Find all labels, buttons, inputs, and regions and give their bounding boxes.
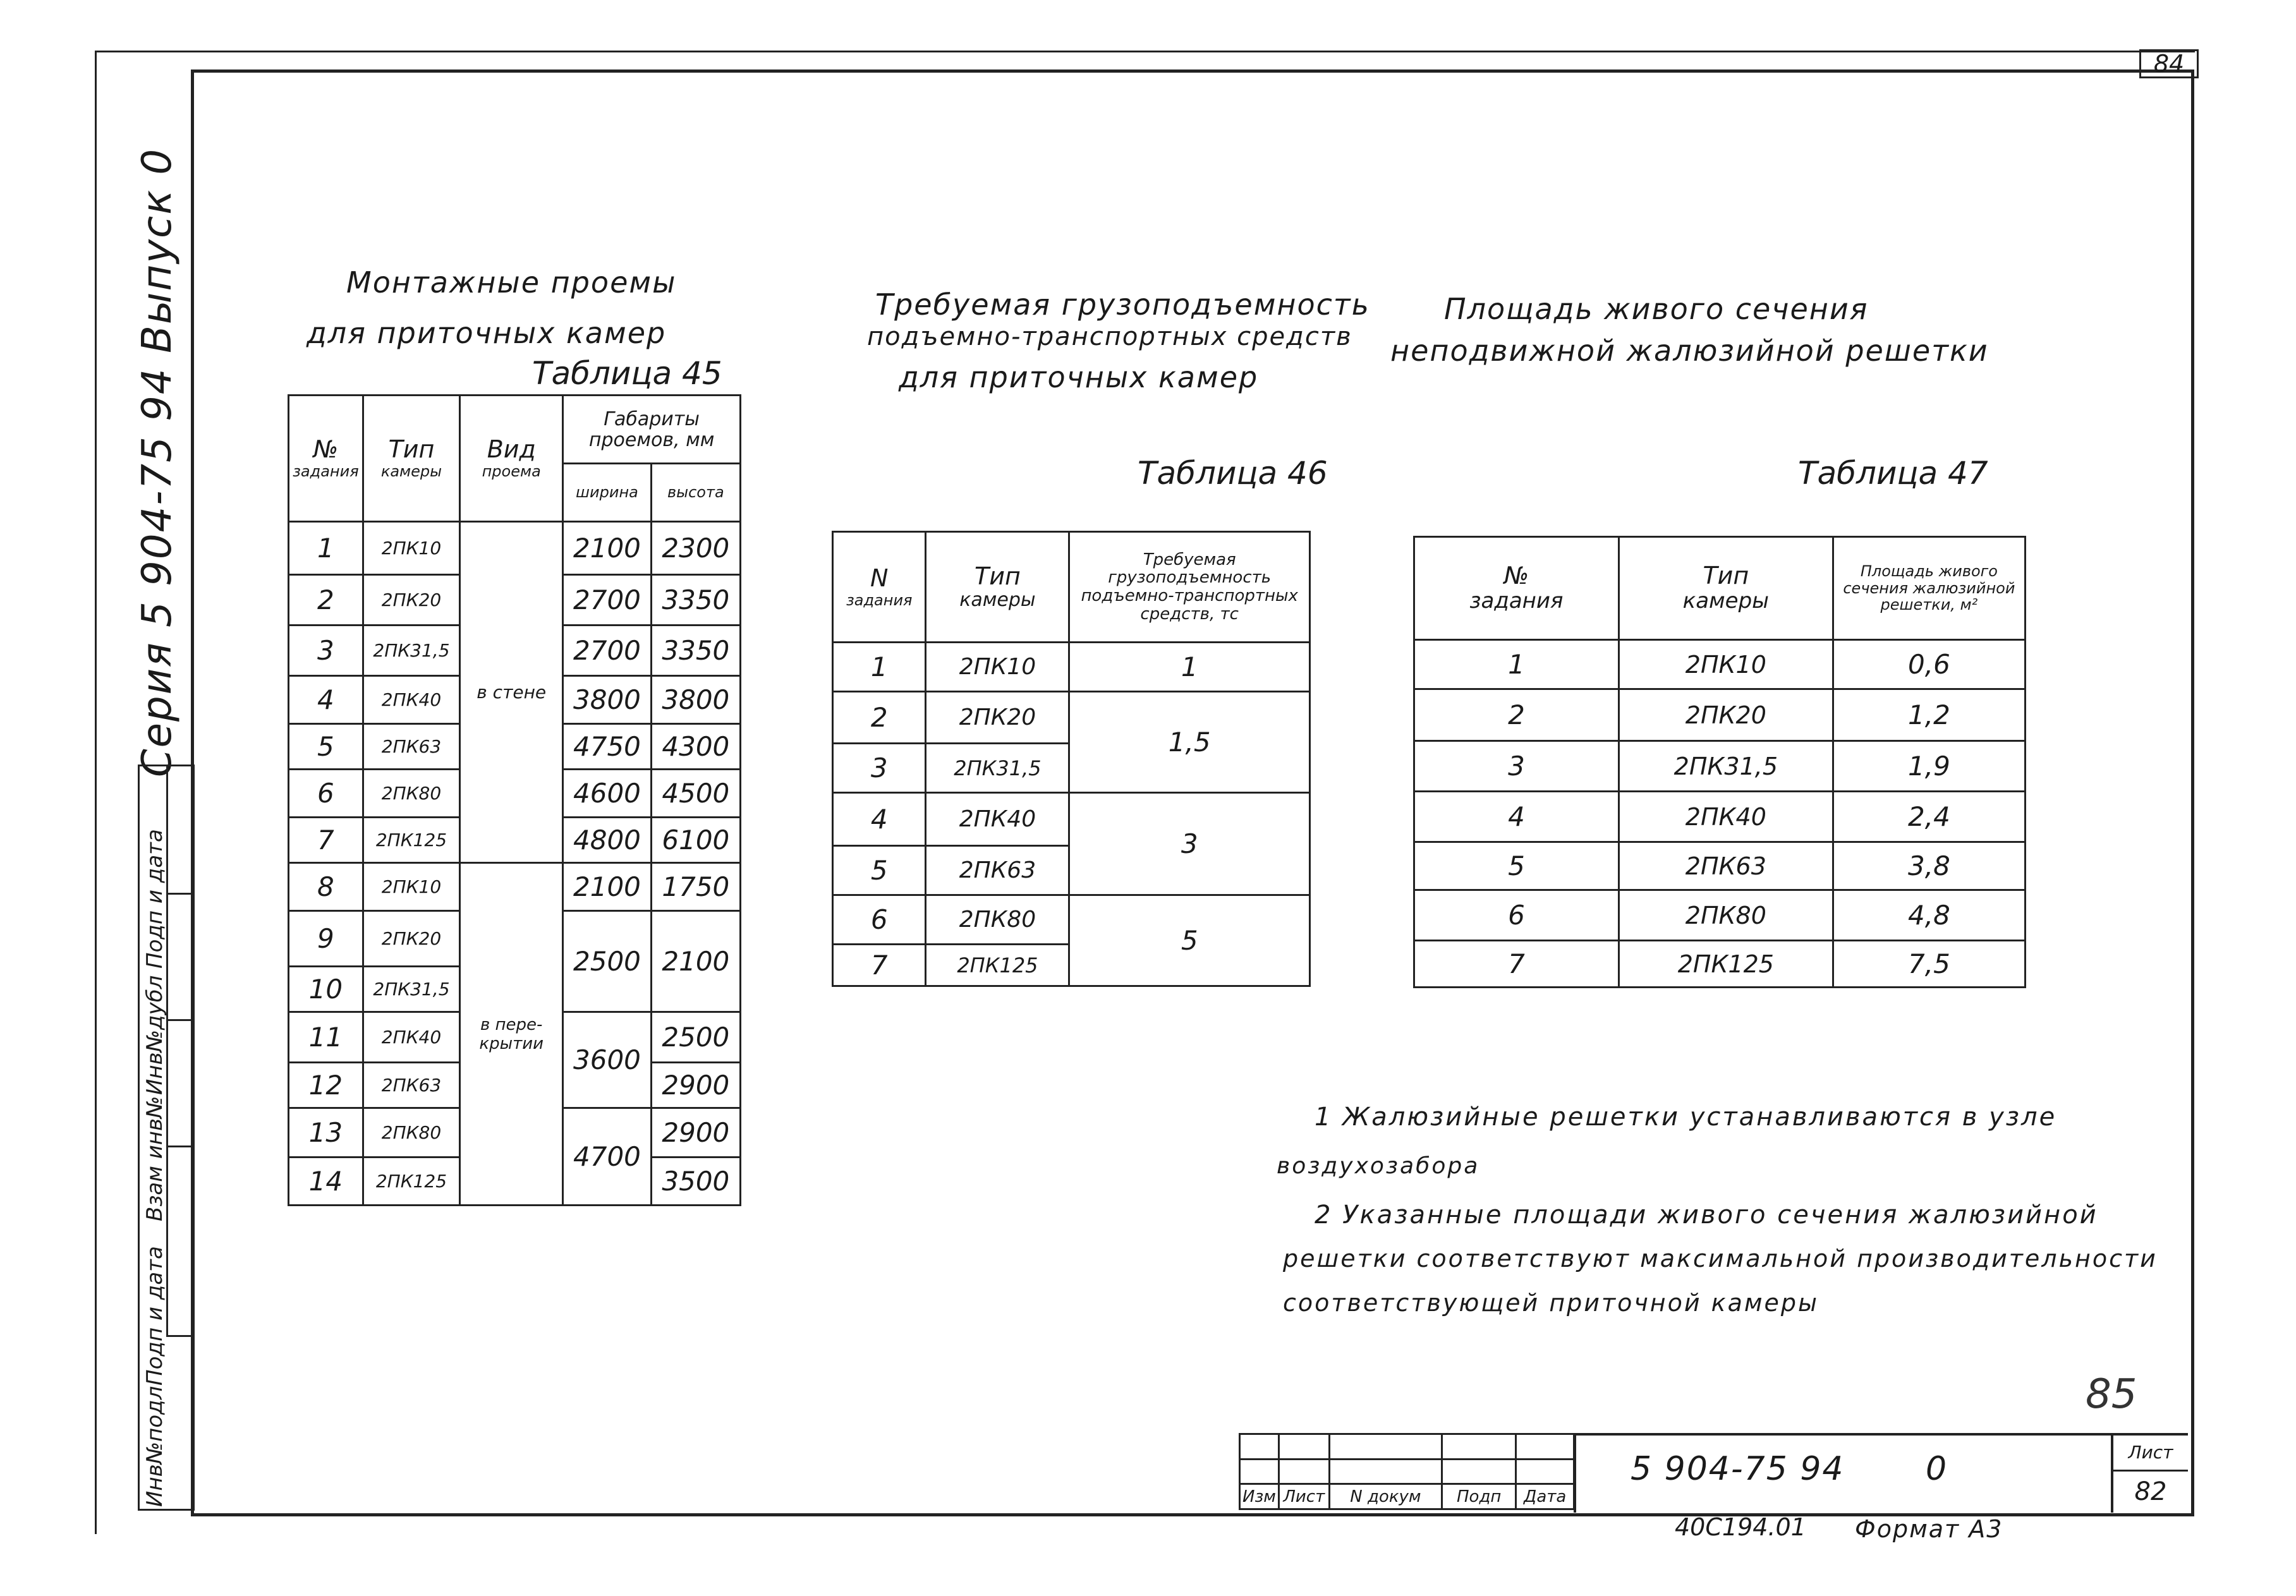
t47-no: 1 bbox=[1414, 640, 1619, 689]
table45 bbox=[288, 394, 741, 1206]
strip-cell bbox=[166, 1019, 195, 1147]
stamp-strip bbox=[138, 765, 195, 1511]
t45-height: 2900 bbox=[651, 1063, 740, 1108]
document-code-value: 5 904-75 94 bbox=[1631, 1450, 1845, 1488]
rev-col-izm: Изм bbox=[1240, 1484, 1279, 1509]
t46-capacity-merged: 3 bbox=[1069, 793, 1310, 895]
t45-hdr-width: ширина bbox=[563, 464, 651, 522]
t47-type: 2ПК80 bbox=[1619, 890, 1833, 941]
t46-capacity-merged: 5 bbox=[1069, 895, 1310, 986]
t45-type: 2ПК40 bbox=[363, 676, 459, 724]
t45-no: 2 bbox=[289, 575, 363, 626]
t45-type: 2ПК80 bbox=[363, 1108, 459, 1158]
t45-width: 2700 bbox=[563, 575, 651, 626]
stamp-label-podp-data-2: Подп и дата bbox=[142, 829, 167, 969]
t45-type: 2ПК20 bbox=[363, 911, 459, 967]
t47-area: 1,9 bbox=[1833, 741, 2025, 792]
t46-hdr-capacity: Требуемая грузоподъемность подъемно-транспортных средств, тс bbox=[1069, 532, 1310, 643]
table46-title-line2: подъемно-транспортных средств bbox=[867, 322, 1352, 351]
t47-no: 2 bbox=[1414, 689, 1619, 741]
t46-no: 3 bbox=[833, 744, 926, 793]
table45-label: Таблица 45 bbox=[532, 355, 722, 392]
t45-type: 2ПК10 bbox=[363, 522, 459, 575]
t45-kind-wall: в стене bbox=[460, 522, 563, 863]
t45-hdr-height: высота bbox=[651, 464, 740, 522]
t45-no: 12 bbox=[289, 1063, 363, 1108]
t45-hdr-kind: Вид проема bbox=[460, 396, 563, 522]
t45-type: 2ПК63 bbox=[363, 724, 459, 770]
t46-no: 6 bbox=[833, 895, 926, 945]
stamp-label-inv-podl: Инв№подл bbox=[142, 1386, 167, 1507]
t47-no: 7 bbox=[1414, 941, 1619, 988]
t45-no: 6 bbox=[289, 770, 363, 818]
t46-type: 2ПК125 bbox=[926, 945, 1069, 986]
t45-width-merged: 3600 bbox=[563, 1012, 651, 1108]
table46-title-line3: для приточных камер bbox=[899, 360, 1259, 394]
strip-cell bbox=[166, 1146, 195, 1337]
t45-no: 5 bbox=[289, 724, 363, 770]
stamp-label-inv-dubl: Инв№дубл bbox=[142, 975, 167, 1095]
t47-type: 2ПК20 bbox=[1619, 689, 1833, 741]
t46-no: 2 bbox=[833, 692, 926, 744]
t45-type: 2ПК80 bbox=[363, 770, 459, 818]
t45-width: 2700 bbox=[563, 626, 651, 676]
rev-col-list: Лист bbox=[1279, 1484, 1329, 1509]
note-2-line2: решетки соответствуют максимальной производительности bbox=[1283, 1245, 2158, 1273]
t45-no: 11 bbox=[289, 1012, 363, 1063]
note-1-line2: воздухозабора bbox=[1277, 1153, 1480, 1179]
t47-no: 5 bbox=[1414, 842, 1619, 890]
table46-title-line1: Требуемая грузоподъемность bbox=[875, 287, 1370, 322]
t46-hdr-no: N задания bbox=[833, 532, 926, 643]
t45-height: 2900 bbox=[651, 1108, 740, 1158]
t46-type: 2ПК63 bbox=[926, 846, 1069, 895]
t45-width: 4750 bbox=[563, 724, 651, 770]
footer-stamp: 40С194.01 bbox=[1675, 1513, 1806, 1541]
t45-height: 3350 bbox=[651, 626, 740, 676]
t45-width: 2100 bbox=[563, 863, 651, 911]
t45-no: 4 bbox=[289, 676, 363, 724]
t45-width-merged: 2500 bbox=[563, 911, 651, 1012]
t47-area: 7,5 bbox=[1833, 941, 2025, 988]
t46-hdr-type: Тип камеры bbox=[926, 532, 1069, 643]
t45-height: 3350 bbox=[651, 575, 740, 626]
t45-height: 4300 bbox=[651, 724, 740, 770]
table46-label: Таблица 46 bbox=[1138, 455, 1328, 492]
table47-label: Таблица 47 bbox=[1798, 455, 1988, 492]
t46-type: 2ПК31,5 bbox=[926, 744, 1069, 793]
issue-number: 0 bbox=[1926, 1450, 1948, 1488]
t45-type: 2ПК125 bbox=[363, 1158, 459, 1206]
table47-title-line1: Площадь живого сечения bbox=[1444, 292, 1869, 326]
t45-type: 2ПК31,5 bbox=[363, 967, 459, 1012]
table45-title-line1: Монтажные проемы bbox=[346, 265, 677, 299]
footer-format: Формат А3 bbox=[1855, 1515, 2003, 1543]
handwritten-page-number: 85 bbox=[2086, 1371, 2137, 1418]
t47-type: 2ПК31,5 bbox=[1619, 741, 1833, 792]
sheet-box bbox=[2111, 1433, 2188, 1513]
t45-type: 2ПК63 bbox=[363, 1063, 459, 1108]
t46-capacity: 1 bbox=[1069, 643, 1310, 692]
strip-cell bbox=[166, 893, 195, 1021]
t45-width: 2100 bbox=[563, 522, 651, 575]
t45-no: 7 bbox=[289, 818, 363, 863]
table46 bbox=[832, 531, 1311, 987]
t47-area: 0,6 bbox=[1833, 640, 2025, 689]
t47-type: 2ПК125 bbox=[1619, 941, 1833, 988]
t45-hdr-dims: Габариты проемов, мм bbox=[563, 396, 741, 464]
t45-hdr-type: Тип камеры bbox=[363, 396, 459, 522]
t45-no: 3 bbox=[289, 626, 363, 676]
table47-title-line2: неподвижной жалюзийной решетки bbox=[1390, 334, 1989, 368]
t45-height-merged: 2100 bbox=[651, 911, 740, 1012]
t45-no: 1 bbox=[289, 522, 363, 575]
sheet-label: Лист bbox=[2113, 1436, 2188, 1472]
t46-no: 4 bbox=[833, 793, 926, 846]
t45-height: 2500 bbox=[651, 1012, 740, 1063]
t45-hdr-no: № задания bbox=[289, 396, 363, 522]
note-2-line3: соответствующей приточной камеры bbox=[1283, 1289, 1819, 1317]
t47-area: 1,2 bbox=[1833, 689, 2025, 741]
t45-kind-floor: в пере-крытии bbox=[460, 863, 563, 1206]
t47-hdr-no: № задания bbox=[1414, 537, 1619, 640]
t47-type: 2ПК40 bbox=[1619, 792, 1833, 842]
t46-type: 2ПК10 bbox=[926, 643, 1069, 692]
t45-no: 10 bbox=[289, 967, 363, 1012]
t46-capacity-merged: 1,5 bbox=[1069, 692, 1310, 793]
stamp-label-podp-data-1: Подп и дата bbox=[142, 1246, 167, 1386]
t46-type: 2ПК40 bbox=[926, 793, 1069, 846]
t46-no: 1 bbox=[833, 643, 926, 692]
t45-type: 2ПК40 bbox=[363, 1012, 459, 1063]
t45-no: 9 bbox=[289, 911, 363, 967]
t47-type: 2ПК63 bbox=[1619, 842, 1833, 890]
t47-area: 4,8 bbox=[1833, 890, 2025, 941]
t47-hdr-type: Тип камеры bbox=[1619, 537, 1833, 640]
t45-height: 6100 bbox=[651, 818, 740, 863]
t45-width-merged: 4700 bbox=[563, 1108, 651, 1206]
t47-no: 4 bbox=[1414, 792, 1619, 842]
t46-type: 2ПК80 bbox=[926, 895, 1069, 945]
series-label: Серия 5 904-75 94 Выпуск 0 bbox=[134, 147, 181, 777]
t47-area: 3,8 bbox=[1833, 842, 2025, 890]
revision-grid bbox=[1239, 1433, 1575, 1510]
t45-width: 3800 bbox=[563, 676, 651, 724]
table47 bbox=[1413, 536, 2026, 988]
t46-type: 2ПК20 bbox=[926, 692, 1069, 744]
sheet-value: 82 bbox=[2134, 1477, 2167, 1506]
t45-type: 2ПК31,5 bbox=[363, 626, 459, 676]
t47-area: 2,4 bbox=[1833, 792, 2025, 842]
t45-height: 3800 bbox=[651, 676, 740, 724]
rev-col-data: Дата bbox=[1516, 1484, 1574, 1509]
t45-width: 4600 bbox=[563, 770, 651, 818]
rev-col-podp: Подп bbox=[1442, 1484, 1516, 1509]
t45-type: 2ПК20 bbox=[363, 575, 459, 626]
t46-no: 7 bbox=[833, 945, 926, 986]
t47-no: 3 bbox=[1414, 741, 1619, 792]
t46-no: 5 bbox=[833, 846, 926, 895]
t45-width: 4800 bbox=[563, 818, 651, 863]
t45-type: 2ПК125 bbox=[363, 818, 459, 863]
t47-type: 2ПК10 bbox=[1619, 640, 1833, 689]
top-sheet-number: 84 bbox=[2139, 49, 2199, 78]
rev-col-ndokum: N докум bbox=[1329, 1484, 1442, 1509]
t45-height: 3500 bbox=[651, 1158, 740, 1206]
table45-title-line2: для приточных камер bbox=[307, 316, 667, 350]
strip-cell bbox=[166, 766, 195, 895]
stamp-label-vzam-inv: Взам инв№ bbox=[142, 1096, 167, 1221]
t45-type: 2ПК10 bbox=[363, 863, 459, 911]
t45-no: 14 bbox=[289, 1158, 363, 1206]
t47-no: 6 bbox=[1414, 890, 1619, 941]
t45-height: 1750 bbox=[651, 863, 740, 911]
t45-height: 2300 bbox=[651, 522, 740, 575]
t45-no: 13 bbox=[289, 1108, 363, 1158]
t45-height: 4500 bbox=[651, 770, 740, 818]
note-1-line1: 1 Жалюзийные решетки устанавливаются в узле bbox=[1315, 1103, 2057, 1132]
document-code bbox=[1631, 1450, 1948, 1488]
t45-no: 8 bbox=[289, 863, 363, 911]
note-2-line1: 2 Указанные площади живого сечения жалюзийной bbox=[1315, 1200, 2098, 1230]
t47-hdr-area: Площадь живого сечения жалюзийной решетки, м² bbox=[1833, 537, 2025, 640]
